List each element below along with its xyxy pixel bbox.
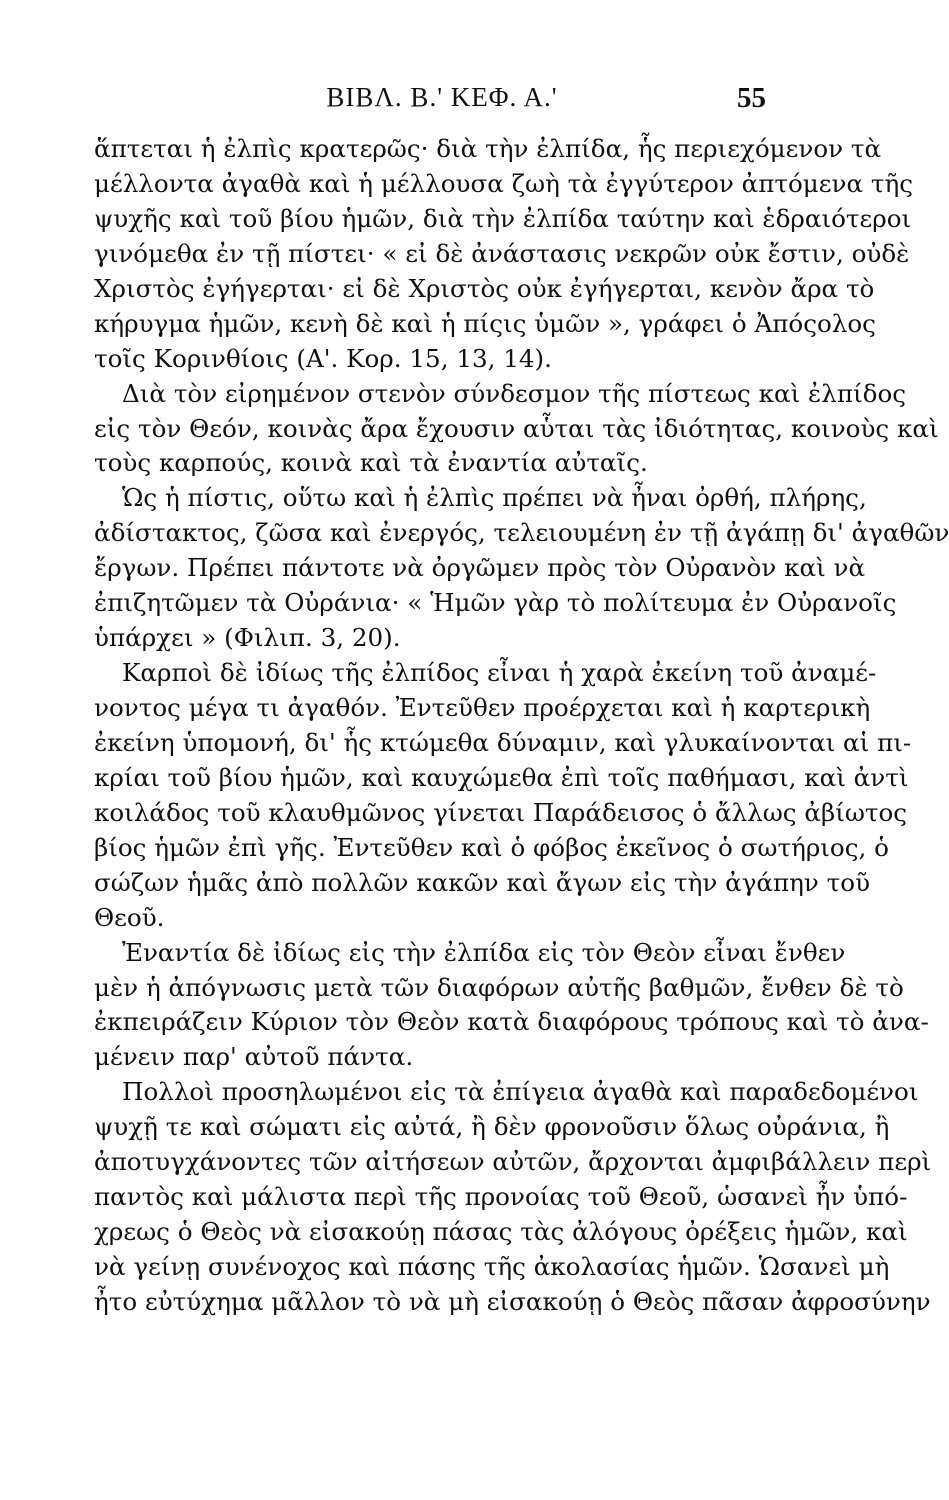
text-line: τοὺς καρπούς, κοινὰ καὶ τὰ ἐναντία αὐταῖς. (94, 448, 648, 478)
text-line: Θεοῦ. (94, 902, 165, 932)
text-line: Διὰ τὸν εἰρημένον στενὸν σύνδεσμον τῆς πίστεως καὶ ἐλπίδος (122, 378, 907, 408)
text-line: ἐκπειράζειν Κύριον τὸν Θεὸν κατὰ διαφόρους τρόπους καὶ τὸ ἀνα- (94, 1007, 929, 1037)
text-line: Χριστὸς ἐγήγερται· εἰ δὲ Χριστὸς οὐκ ἐγήγερται, κενὸν ἄρα τὸ (94, 273, 875, 303)
text-line: μέλλοντα ἀγαθὰ καὶ ἡ μέλλουσα ζωὴ τὰ ἐγγύτερον ἀπτόμενα τῆς (94, 168, 913, 198)
text-line: κήρυγμα ἡμῶν, κενὴ δὲ καὶ ἡ πίςις ὑμῶν », γράφει ὁ Ἀπόςολος (94, 308, 876, 338)
text-line: ἀδίστακτος, ζῶσα καὶ ἐνεργός, τελειουμένη ἐν τῇ ἀγάπῃ δι' ἀγαθῶν (94, 518, 949, 548)
text-line: παντὸς καὶ μάλιστα περὶ τῆς προνοίας τοῦ Θεοῦ, ὡσανεὶ ἦν ὑπό- (94, 1182, 908, 1212)
text-line: ἐκείνη ὑπομονή, δι' ἧς κτώμεθα δύναμιν, καὶ γλυκαίνονται αἱ πι- (94, 727, 912, 757)
page-number: 55 (737, 82, 766, 114)
text-line: ἅπτεται ἡ ἐλπὶς κρατερῶς· διὰ τὴν ἐλπίδα, ἧς περιεχόμενον τὰ (94, 134, 882, 163)
text-line: μὲν ἡ ἀπόγνωσις μετὰ τῶν διαφόρων αὐτῆς βαθμῶν, ἔνθεν δὲ τὸ (94, 972, 904, 1002)
text-line: Πολλοὶ προσηλωμένοι εἰς τὰ ἐπίγεια ἀγαθὰ καὶ παραδεδομένοι (122, 1077, 919, 1107)
text-line: Ἐναντία δὲ ἰδίως εἰς τὴν ἐλπίδα εἰς τὸν Θεὸν εἶναι ἔνθεν (122, 937, 846, 967)
text-line: μένειν παρ' αὐτοῦ πάντα. (94, 1042, 414, 1072)
text-line: εἰς τὸν Θεόν, κοινὰς ἄρα ἔχουσιν αὗται τὰς ἰδιότητας, κοινοὺς καὶ (94, 413, 939, 443)
text-line: κρίαι τοῦ βίου ἡμῶν, καὶ καυχώμεθα ἐπὶ τοῖς παθήμασι, καὶ ἀντὶ (94, 762, 909, 792)
text-line: Ὡς ἡ πίστις, οὕτω καὶ ἡ ἐλπὶς πρέπει νὰ ἦναι ὀρθή, πλήρης, (122, 483, 867, 513)
text-line: νοντος μέγα τι ἀγαθόν. Ἐντεῦθεν προέρχεται καὶ ἡ καρτερικὴ (94, 693, 871, 722)
text-line: ἀποτυγχάνοντες τῶν αἰτήσεων αὐτῶν, ἄρχονται ἀμφιβάλλειν περὶ (94, 1147, 932, 1177)
text-line: σώζων ἡμᾶς ἀπὸ πολλῶν κακῶν καὶ ἄγων εἰς τὴν ἀγάπην τοῦ (94, 867, 871, 897)
text-line: χρεως ὁ Θεὸς νὰ εἰσακούῃ πάσας τὰς ἀλόγους ὀρέξεις ἡμῶν, καὶ (94, 1217, 908, 1247)
text-line: ψυχῆς καὶ τοῦ βίου ἡμῶν, διὰ τὴν ἐλπίδα ταύτην καὶ ἑδραιότεροι (94, 203, 912, 233)
text-line: ψυχῇ τε καὶ σώματι εἰς αὐτά, ἢ δὲν φρονοῦσιν ὅλως οὐράνια, ἢ (94, 1112, 890, 1142)
text-line: Καρποὶ δὲ ἰδίως τῆς ἐλπίδος εἶναι ἡ χαρὰ ἐκείνη τοῦ ἀναμέ- (122, 658, 877, 688)
text-line: γινόμεθα ἐν τῇ πίστει· « εἰ δὲ ἀνάστασις νεκρῶν οὐκ ἔστιν, οὐδὲ (94, 238, 910, 268)
page-header (118, 82, 766, 122)
body-text (94, 132, 949, 1320)
text-line: ὑπάρχει » (Φιλιπ. 3, 20). (94, 623, 401, 653)
text-line: κοιλάδος τοῦ κλαυθμῶνος γίνεται Παράδεισος ὁ ἄλλως ἀβίωτος (94, 797, 908, 827)
text-line: βίος ἡμῶν ἐπὶ γῆς. Ἐντεῦθεν καὶ ὁ φόβος ἐκεῖνος ὁ σωτήριος, ὁ (94, 832, 889, 862)
text-line: τοῖς Κορινθίοις (Α'. Κορ. 15, 13, 14). (94, 343, 552, 373)
text-line: ἐπιζητῶμεν τὰ Οὐράνια· « Ἡμῶν γὰρ τὸ πολίτευμα ἐν Οὐρανοῖς (94, 588, 897, 618)
running-title: ΒΙΒΛ. Β.' ΚΕΦ. Α.' (326, 82, 558, 112)
text-line: ἔργων. Πρέπει πάντοτε νὰ ὀργῶμεν πρὸς τὸν Οὐρανὸν καὶ νὰ (94, 553, 866, 583)
text-line: ἦτο εὐτύχημα μᾶλλον τὸ νὰ μὴ εἰσακούῃ ὁ Θεὸς πᾶσαν ἀφροσύνην (94, 1286, 931, 1316)
text-line: νὰ γείνῃ συνένοχος καὶ πάσης τῆς ἀκολασίας ἡμῶν. Ὡσανεὶ μὴ (94, 1252, 890, 1281)
